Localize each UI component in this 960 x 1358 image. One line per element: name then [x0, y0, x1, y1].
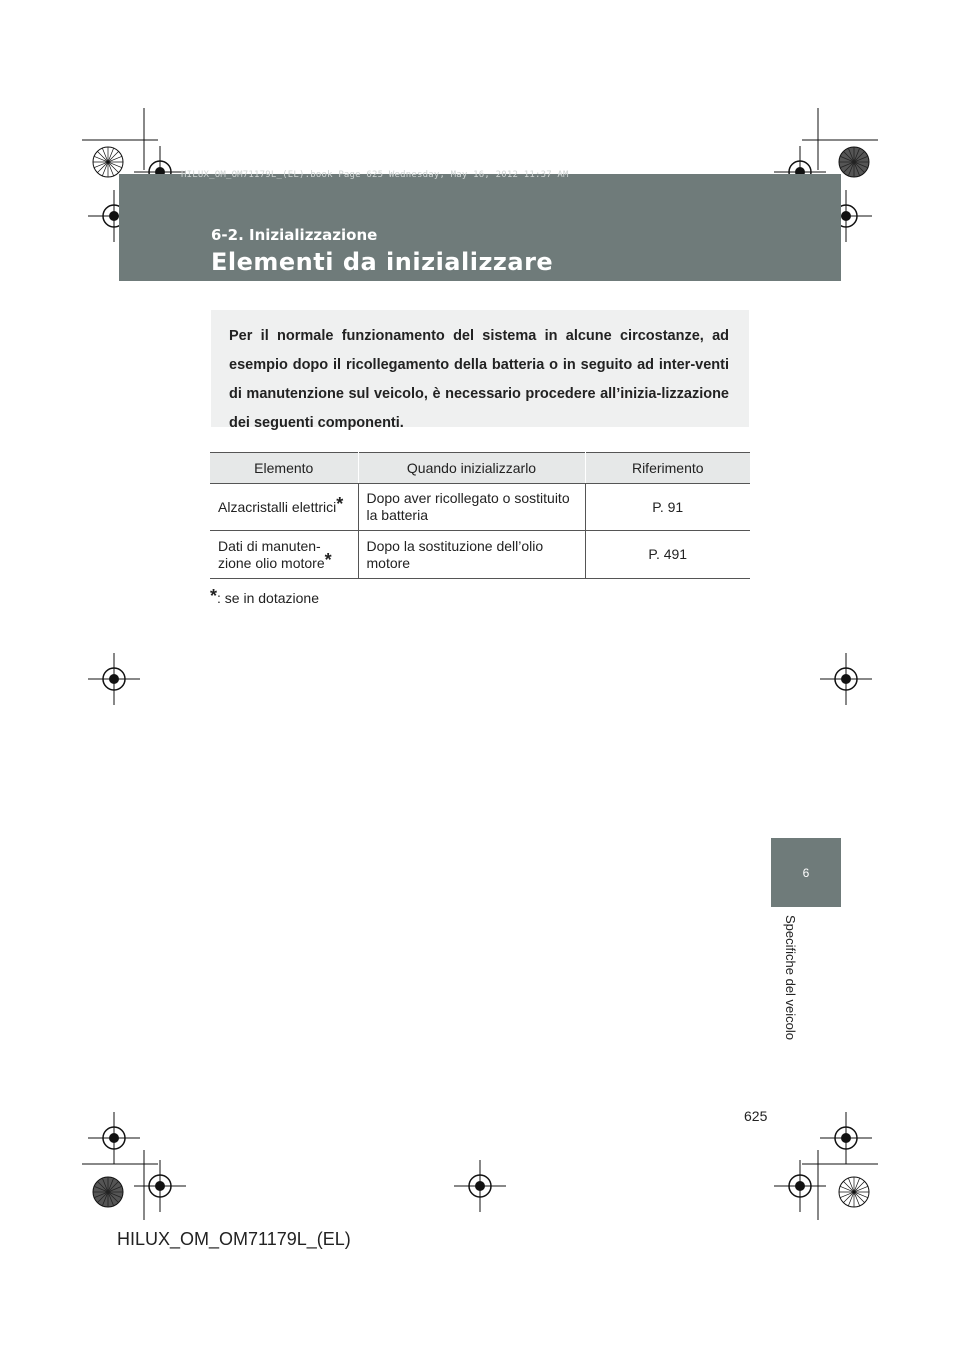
- chapter-number: 6: [802, 866, 810, 880]
- chapter-side-label: [776, 915, 806, 1075]
- cell-reference: P. 91: [585, 484, 750, 531]
- cell-when: Dopo la sostituzione dell’olio motore: [358, 531, 585, 579]
- item-name: Dati di manuten-zione olio motore: [218, 537, 325, 571]
- intro-box: [211, 310, 749, 431]
- document-code: HILUX_OM_OM71179L_(EL): [117, 1229, 351, 1249]
- section-header: [119, 170, 841, 281]
- table-header-row: [210, 453, 750, 484]
- footnote: [210, 586, 319, 611]
- table-row: [210, 484, 750, 531]
- asterisk-mark: *: [336, 493, 344, 514]
- cell-item: [210, 531, 358, 579]
- asterisk-mark: *: [324, 549, 332, 570]
- section-label: 6-2. Inizializzazione: [211, 226, 378, 244]
- chapter-label-text: Specifiche del veicolo: [783, 915, 798, 1041]
- book-file-info: HILUX_OM_OM71179L_(EL).book Page 625 Wednesday, May 16, 2012 11:37 AM: [181, 170, 569, 180]
- item-name: Alzacristalli elettrici: [218, 498, 337, 515]
- footnote-text: : se in dotazione: [217, 590, 319, 606]
- intro-text: Per il normale funzionamento del sistema in alcune circostanze, ad esempio dopo il ricollegamento della batteria o in seguito ad inter-venti di manutenzione sul veicolo, è necessario procedere all’inizia-lizzazione dei seguenti componenti.: [229, 328, 729, 431]
- column-header-when: Quando inizializzarlo: [358, 453, 585, 484]
- cell-item: [210, 484, 358, 531]
- footnote-asterisk: *: [210, 586, 218, 606]
- cell-when: Dopo aver ricollegato o sostituito la batteria: [358, 484, 585, 531]
- column-header-reference: Riferimento: [585, 453, 750, 484]
- initialization-table: [210, 452, 750, 579]
- column-header-item: Elemento: [210, 453, 358, 484]
- page-title: Elementi da inizializzare: [211, 248, 554, 276]
- page-number: 625: [744, 1108, 768, 1124]
- chapter-tab: [771, 838, 841, 907]
- cell-reference: P. 491: [585, 531, 750, 579]
- table-row: [210, 531, 750, 579]
